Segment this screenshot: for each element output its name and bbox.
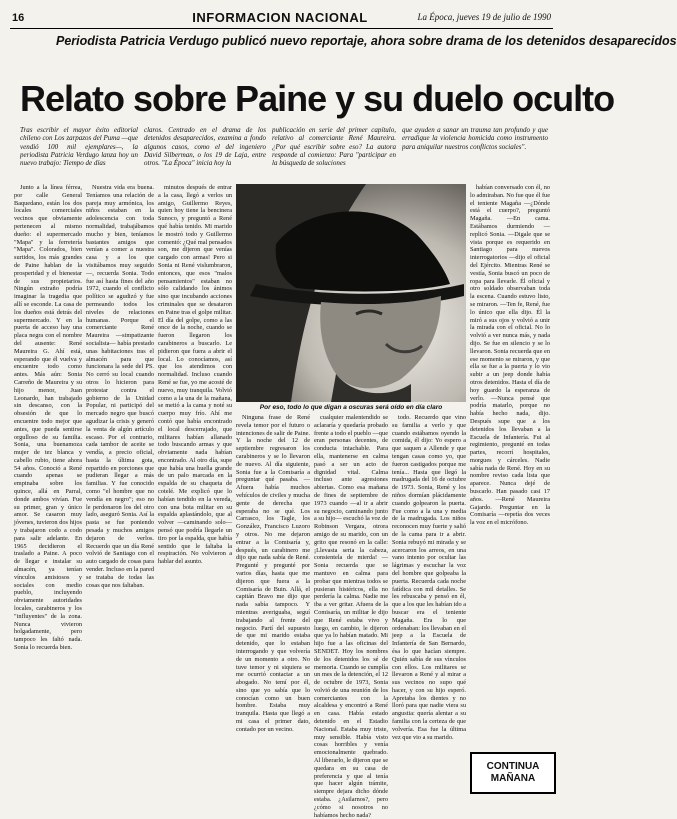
- column-5: cualquier malentendido se aclararía y quedaría probado frente a todo el pueblo —que eran personas decentes, de conducta intachable. Para ella, mantenerse en calma pasó a ser un acto de dignidad vital. Calma incluso ante agresiones abiertas. Como esa mañana de fines de septiembre de 1973 cuando —al ir a abrir su negocio, caminando junto a su hijo— escuchó la voz de Robinson Vergara, otrora amigo de su marido, con un grito que resonó en la calle: ¡Llevasta seria la cabeza, consientela de mierda! —Sonia recuerda que se mantuvo en calma para probar que mientras todos se pusieran histéricos, ella no perdería la calma. Nadie me iba a ver gritar. Afuera de la Comisaría, un militar le dijo que René estaba vivo y luego, en cambio, le dijeron que ya lo habían matado. Mi hijo fue a las oficinas del SENDET. Hoy los nombres de los detenidos los sé de memoria. Cuando se cumplía un mes de la detención, el 12 de octubre de 1973, Sonia volvió de una reunión de los comerciantes con la alcaldesa y encontró a René en casa. Había estado detenido en el Estadio Nacional. Estaba muy triste, muy sensible. Había visto cosas horribles y venía emocionalmente quebrado. Al liberarlo, le dijeron que se quedara en su casa de preferencia y que al tenía que hacer algún trámite, siempre dejara dicho dónde estaba. ¿Asilarnos?, pero ¿cómo si nosotros no habíamos hecho nada?: [314, 414, 388, 819]
- column-7: habían conversado con él, no lo admiraban. No fue que él fue el teniente Magaña —¿Dónde está el cuerpo?, preguntó Magaña. —En cama. Estábamos durmiendo —replicó Sonia. —Digale que se vista porque es requerido en Santiago para nuevos interrogatorios —dijo el oficial del Ejército. Mientras René se vestía, Sonia buscó un poco de ropa para llevarle. Él oficial y otro soldado observaban toda la escena. Cuando estuvo listo, se miraron. —Ten fe, René, fue lo único que ella dijo. Él la miró a sus ojos y volvió a unir la mirada con el oficial. No lo volvió a ver nunca más, y nada dijo. Se fue en silencio y se lo llevaron. Sonia recuerda que en ese momento se miraron, y que ella se fue a la puerta y lo vio subir a un jeep donde había otros detenidos. Hasta el día de hoy guardo la esperanza de verlo. —Nunca pensé que podría matarlo, porque no había hecho nada, dijo. Después supe que a los detenidos los llevaban a la Escuela de Infantería. Fui al regimiento, pregunté en todas partes, recorrí hospitales, morgues y cárceles. Nadie sabía nada de René. Hoy en su nombre reviso cada lista que aparece. Nunca dejé de buscarlo. Han pasado casi 17 años. —René Maureira Gajardo. Preguntar en la Comisaría —repetía dos veces la voz en el micrófono.: [470, 184, 550, 527]
- continua-line-1: CONTINUA: [486, 761, 540, 772]
- column-4: Ninguna frase de René revela temor por el futuro o intenciones de salir de Paine. Y la noche del 12 de septiembre regresaron los carabineros y se lo llevaron de nuevo. Al día siguiente, Sonia fue a la Comisaría a preguntar qué pasaba. —Afuera había muchos vehículos de civiles y mucha gente de derecha que esperaba no se qué. Los Carrasco, los Tagle, los González, Francisco Luzoro y otros. No me dejaron entrar a la Comisaría y, después, un carabinero me dijo que nada sabía de René. Pregunté y pregunté por varios días, hasta que me dijeron que fuera a la Comisaría de Buin. Allá, el capitán Bravo me dijo que nada sabía tampoco. Y mientras averiguaba, seguí trabajando al frente del negocio. Partí del supuesto de que mi marido estaba detenido, que lo estaban interrogando y que volvería de un momento a otro. No tuve temor y ni siquiera se me ocurrió contactar a un abogado. No temí por él, sino que yo sabía que lo conocían como un buen hombre. Estaba muy tranquila. Hasta que llegó a mi casa el primer dato, contado por un vecino.: [236, 414, 310, 733]
- lead-part-1: Tras escribir el mayor éxito editorial chileno con Los zarpazos del Puma —que vendió 100 mil ejemplares—, la periodista Patricia Verdugo lanza hoy un nuevo trabajo: Tiempo de días: [20, 126, 138, 167]
- headline: Relato sobre Paine y su duelo oculto: [20, 78, 615, 119]
- column-2: Nuestra vida era buena. Teníamos una relación de pareja muy armónica, los niños estaban en la adolescencia con toda normalidad, trabajábamos mucho y bien, teníamos bastantes amigos que venían a comer a nuestra casa y a los que visitábamos muy seguido—, recuerda Sonia. Todo fue así hasta fines del año 1972, cuando el conflicto político se agudizó y fue permeando todos los niveles de relaciones humanas. Porque el comerciante René Maureira —simpatizante socialista— había prestado unas habitaciones tras el almacén para que funcionara la sede del PS. No cerró su local cuando otros lo hicieron para protestar contra el gobierno de la Unidad Popular, ni participó del mercado negro que buscó agudizar la crisis y generó la venta de algún artículo escaso. Por el contrario, cada tambor de aceite se vendía, a precio oficial, hasta la última gota, repartido en porciones que pudieran llegar a más familias. Y fue conocido como "el hombre que no vendía en negro"; eso no le perdonaron los del otro lado, aseguró Sonia. Así la pasta se fue poniendo pesada y muchos amigos dejaron de verlos. Recuerdo que un día René volvió de Santiago con el auto cargado de cosas para vender. Incluso en la pared se trataba de todas las cosas que nos faltaban.: [86, 184, 154, 589]
- dateline: La Época, jueves 19 de julio de 1990: [417, 12, 551, 22]
- portrait-image: [236, 184, 466, 402]
- photo-caption: Por eso, todo lo que digan a oscuras será oído en día claro: [259, 404, 443, 411]
- column-3: minutos después de entrar a la casa, llegó a verlos un amigo, Guillermo Reyes, quien hoy tiene la bencinera Sunoco, y preguntó a René qué había tenido. Mi marido le mostró todo y Guillermo comentó: ¿Qué mal pensados son, me dijeron que venías cargado con armas! Pero si Sonia ni René vislumbraron, entonces, que esos "malos pensamientos" estaban no sólo calidando los ánimos sino que incubando acciones criminales que se desataron en Paine tras el golpe militar. El día del golpe, como a las once de la noche, cuando se fueron llegaron los carabineros a buscarlo. Le pidieron que fuera a abrir el local. Lo conocíamos, así que los atendimos con normalidad. Incluso cuando René se fue, yo me acosté de nuevo, muy tranquila. Volvió como a la una de la mañana, se metió a la cama y noté su cuerpo muy frío. Ahí me contó que había encontrado el local descerrajado, que militares habían allanado todo buscando armas y que obviamente nada habían encontrado. Al otro día, supe que había una huella grande de un palo marcada en la espalda de su chaqueta de cotelé. Me explicó que lo habían tendido en la vereda, con una bota militar en su espalda aplastándolo, que al volver —caminando solo— pensó que podría llegarle un tiro por la espalda, que había sentido que le faltaba la respiración. No volvieron a hablar del asunto.: [158, 184, 232, 566]
- lead-part-2: claros. Centrado en el drama de los detenidos desaparecidos, examina a fondo algunos casos, como el del ingeniero David Silberman, o los 19 de Laja, entre otros. "La Época" inicia hoy la: [144, 126, 266, 167]
- continua-box: [470, 752, 556, 794]
- continua-line-2: MAÑANA: [490, 773, 536, 784]
- portrait-photo: [236, 184, 466, 402]
- lead-part-4: que ayuden a sanar un trauma tan profundo y que erradique la violencia homicida como instrumento para aniquilar nuestros conflictos sociales".: [402, 126, 548, 151]
- header-rule: [10, 28, 553, 29]
- column-1: Junto a la línea férrea, por calle General Baquedano, están los dos locales comerciales vecinos que obviamente pertenecen al mismo dueño: el supermercado "Mapa" y la ferretería "Mapa". Colorados, bien surtidos, los más grandes de Paine hablan de la prosperidad y el bienestar de sus propietarios. Ningún extraño podría imaginar la tragedia que allí se esconde. La casa de los dueños está detrás del supermercado. Y en la puerta de acceso hay una placa negra con el nombre del ausente: René Maureira G. Ahí está, esperando que él vuelva y encuentre todo como antes. Más aún: Sonia Carreño de Maureira y su hijo menor, Juan Leonardo, han trabajado sin descanso, con la obsesión de que lo encuentre todo mejor que antes, que pueda sentirse orgulloso de su familia. Sonia, una buenamoza mujer de tez blanca y cabello rubio, tiene ahora 54 años. Conoció a René cuando apenas se empinaba sobre los quince, allá en Parral, donde ambos vivían. Fue su primer, gran y único amor. Se casaron muy jóvenes, tuvieron dos hijos y trabajaron codo a codo para salir adelante. En 1965 decidieron el traslado a Paine. A poco de llegar e instalar su almacén, ya tenían vínculos amistosos y sociales con medio pueblo, incluyendo obviamente autoridades locales, carabineros y los "influyentes" de la zona. Nunca vivieron holgadamente, pero tampoco les faltó nada. Sonia lo recuerda bien.: [14, 184, 82, 652]
- lead-part-3: publicación en serie del primer capítulo, relativo al comerciante René Maureira. ¿Por qué escribir sobre eso? La autora responde al comienzo: Para "participar en la búsqueda de soluciones: [272, 126, 396, 167]
- page-number: 16: [12, 12, 25, 24]
- section-title: INFORMACION NACIONAL: [192, 10, 368, 25]
- column-6: todo. Recuerdo que vino su familia a verlo y que cuando estábamos oyendo la comida, él dijo: Yo espero a que saquen a Allende y que tengan casas como yo, que fueron castigados porque me tenía... Hasta que llegó la madrugada del 16 de octubre de 1973. Sonia, René y los niños dormían plácidamente cuando golpearon la puerta. Fue como a la una y media de la madrugada. Los niños reconocen muy fuerte y salió de la cama para ir a abrir. Sonia rebuyó mi mirada y se acercaron los arreos, en una vano intento por ocultar las lágrimas y escuchar la voz del hombre que golpeaba la puerta. Recuerda cada noche fatídica con mil detalles. Se les rebuscaba y pensó en él, que a los que les habían ido a buscar era el teniente Magaña. Era lo que ordenaban: los llevaban en el jeep a la Escuela de Infantería de San Bernardo, ésa lo que hacían siempre. Quién sabía de sus vínculos con ellos. Los militares se llevaron a René y al mirar a sus vecinos no supo qué hacer, y con su hijo esperó. Apretaba los dientes y no lloró para que nadie viera su angustia: quería alentar a su familia con la certeza de que volvería. Esa fue la última vez que vio a su marido.: [392, 414, 466, 741]
- kicker: Periodista Patricia Verdugo publicó nuevo reportaje, ahora sobre drama de los detenidos desaparecidos: [56, 34, 677, 48]
